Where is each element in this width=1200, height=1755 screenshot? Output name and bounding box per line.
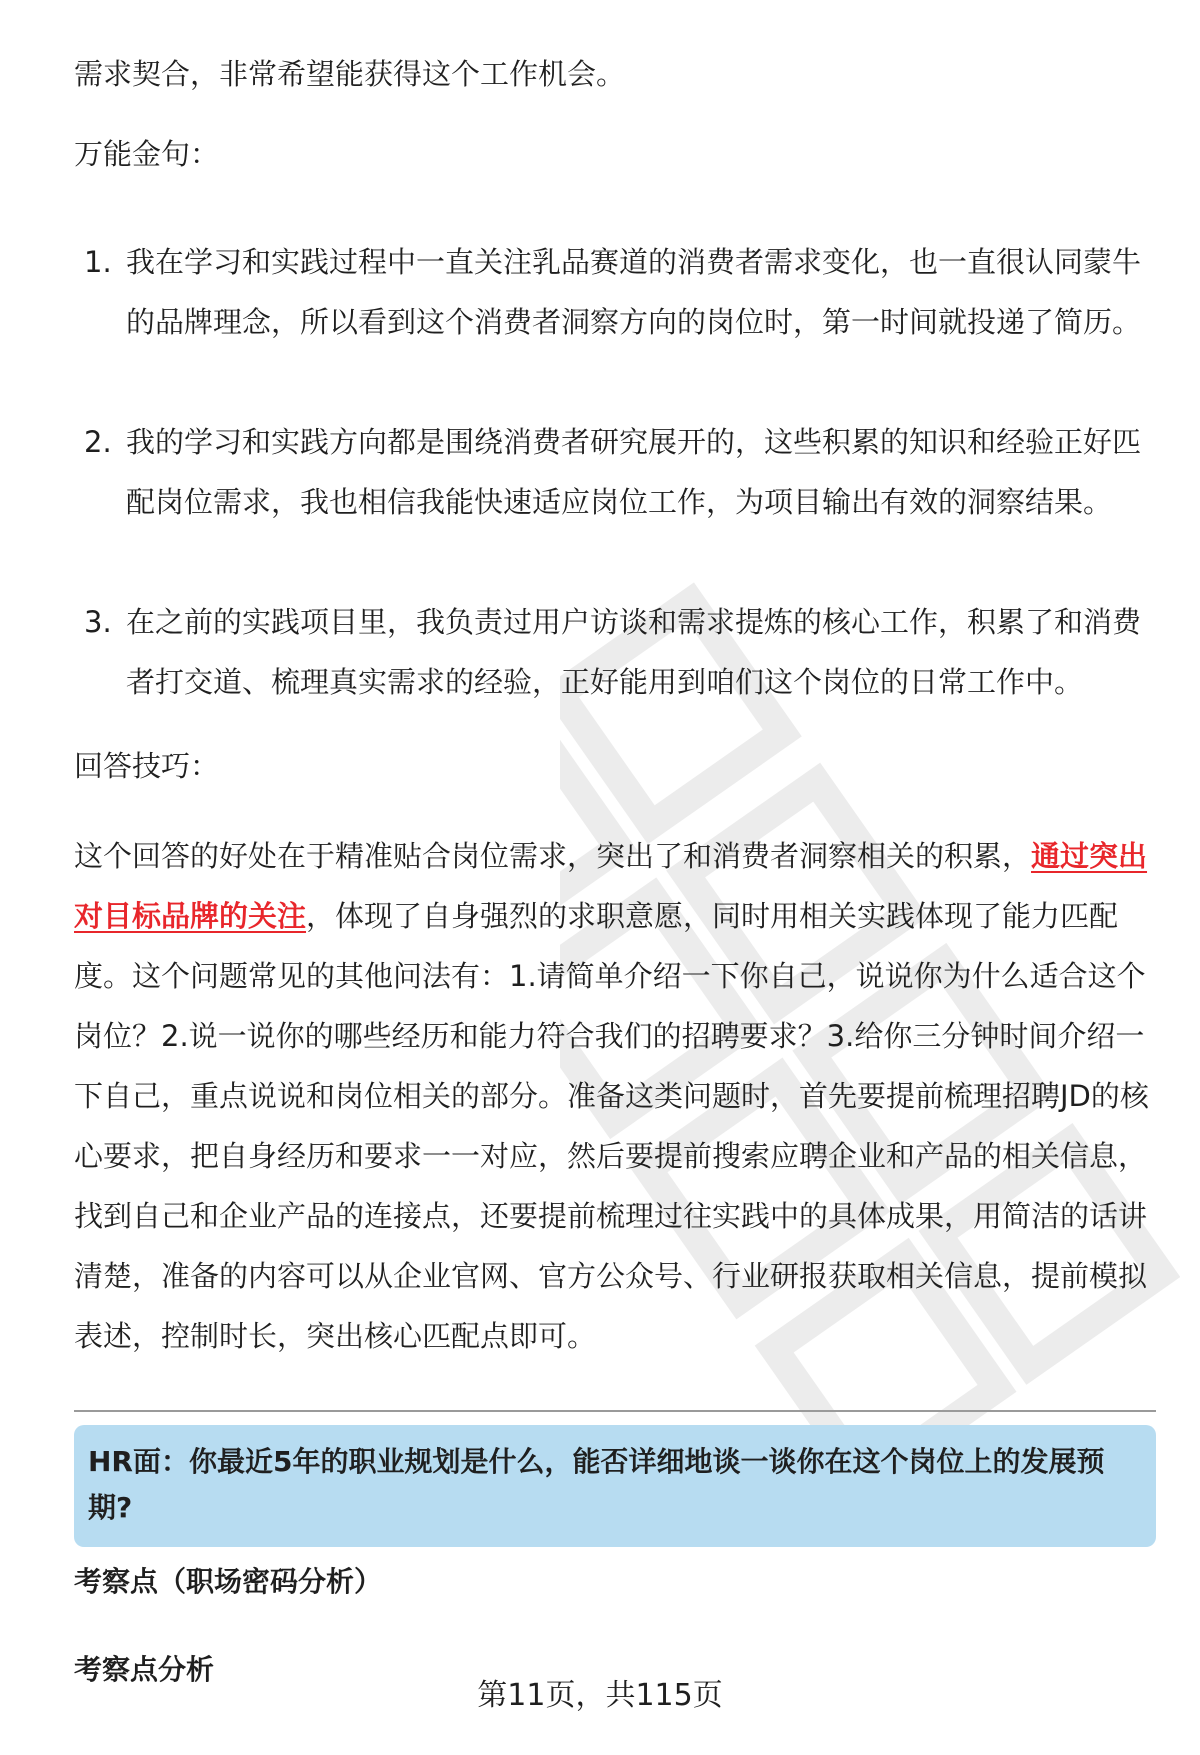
tips-paragraph <box>74 826 1156 1366</box>
intro-tail-paragraph: 需求契合，非常希望能获得这个工作机会。 <box>74 57 626 91</box>
list-item-number: 2. <box>84 425 112 459</box>
tips-text-after: ，体现了自身强烈的求职意愿，同时用相关实践体现了能力匹配度。这个问题常见的其他问法有：1.请简单介绍一下你自己，说说你为什么适合这个岗位？2.说一说你的哪些经历和能力符合我们的招聘要求？3.给你三分钟时间介绍一下自己，重点说说和岗位相关的部分。准备这类问题时，首先要提前梳理招聘JD的核心要求，把自身经历和要求一一对应，然后要提前搜索应聘企业和产品的相关信息，找到自己和企业产品的连接点，还要提前梳理过往实践中的具体成果，用简洁的话讲清楚，准备的内容可以从企业官网、官方公众号、行业研报获取相关信息，提前模拟表述，控制时长，突出核心匹配点即可。 <box>74 899 1149 1353</box>
list-item <box>74 592 1156 712</box>
list-item-number: 3. <box>84 605 112 639</box>
golden-sentences-list <box>74 232 1156 712</box>
list-item-text: 我的学习和实践方向都是围绕消费者研究展开的，这些积累的知识和经验正好匹配岗位需求，我也相信我能快速适应岗位工作，为项目输出有效的洞察结果。 <box>126 425 1142 519</box>
question-box <box>74 1425 1156 1547</box>
tips-highlight: 通过突出对目标品牌的关注 <box>74 839 1148 933</box>
tips-text-before: 这个回答的好处在于精准贴合岗位需求，突出了和消费者洞察相关的积累， <box>74 839 1032 873</box>
page-number-footer: 第11页，共115页 <box>477 1678 723 1713</box>
exam-analysis-heading: 考察点分析 <box>74 1653 215 1686</box>
document-page <box>74 0 1156 1755</box>
question-text: HR面：你最近5年的职业规划是什么，能否详细地谈一谈你在这个岗位上的发展预期? <box>88 1445 1105 1524</box>
exam-points-heading: 考察点（职场密码分析） <box>74 1565 383 1598</box>
section-divider <box>74 1410 1156 1412</box>
sentences-heading: 万能金句： <box>74 137 220 171</box>
list-item-number: 1. <box>84 245 112 279</box>
list-item-text: 在之前的实践项目里，我负责过用户访谈和需求提炼的核心工作，积累了和消费者打交道、梳理真实需求的经验，正好能用到咱们这个岗位的日常工作中。 <box>126 605 1142 699</box>
list-item <box>74 232 1156 412</box>
tips-heading: 回答技巧： <box>74 749 220 783</box>
list-item <box>74 412 1156 592</box>
list-item-text: 我在学习和实践过程中一直关注乳品赛道的消费者需求变化，也一直很认同蒙牛的品牌理念，所以看到这个消费者洞察方向的岗位时，第一时间就投递了简历。 <box>126 245 1142 339</box>
